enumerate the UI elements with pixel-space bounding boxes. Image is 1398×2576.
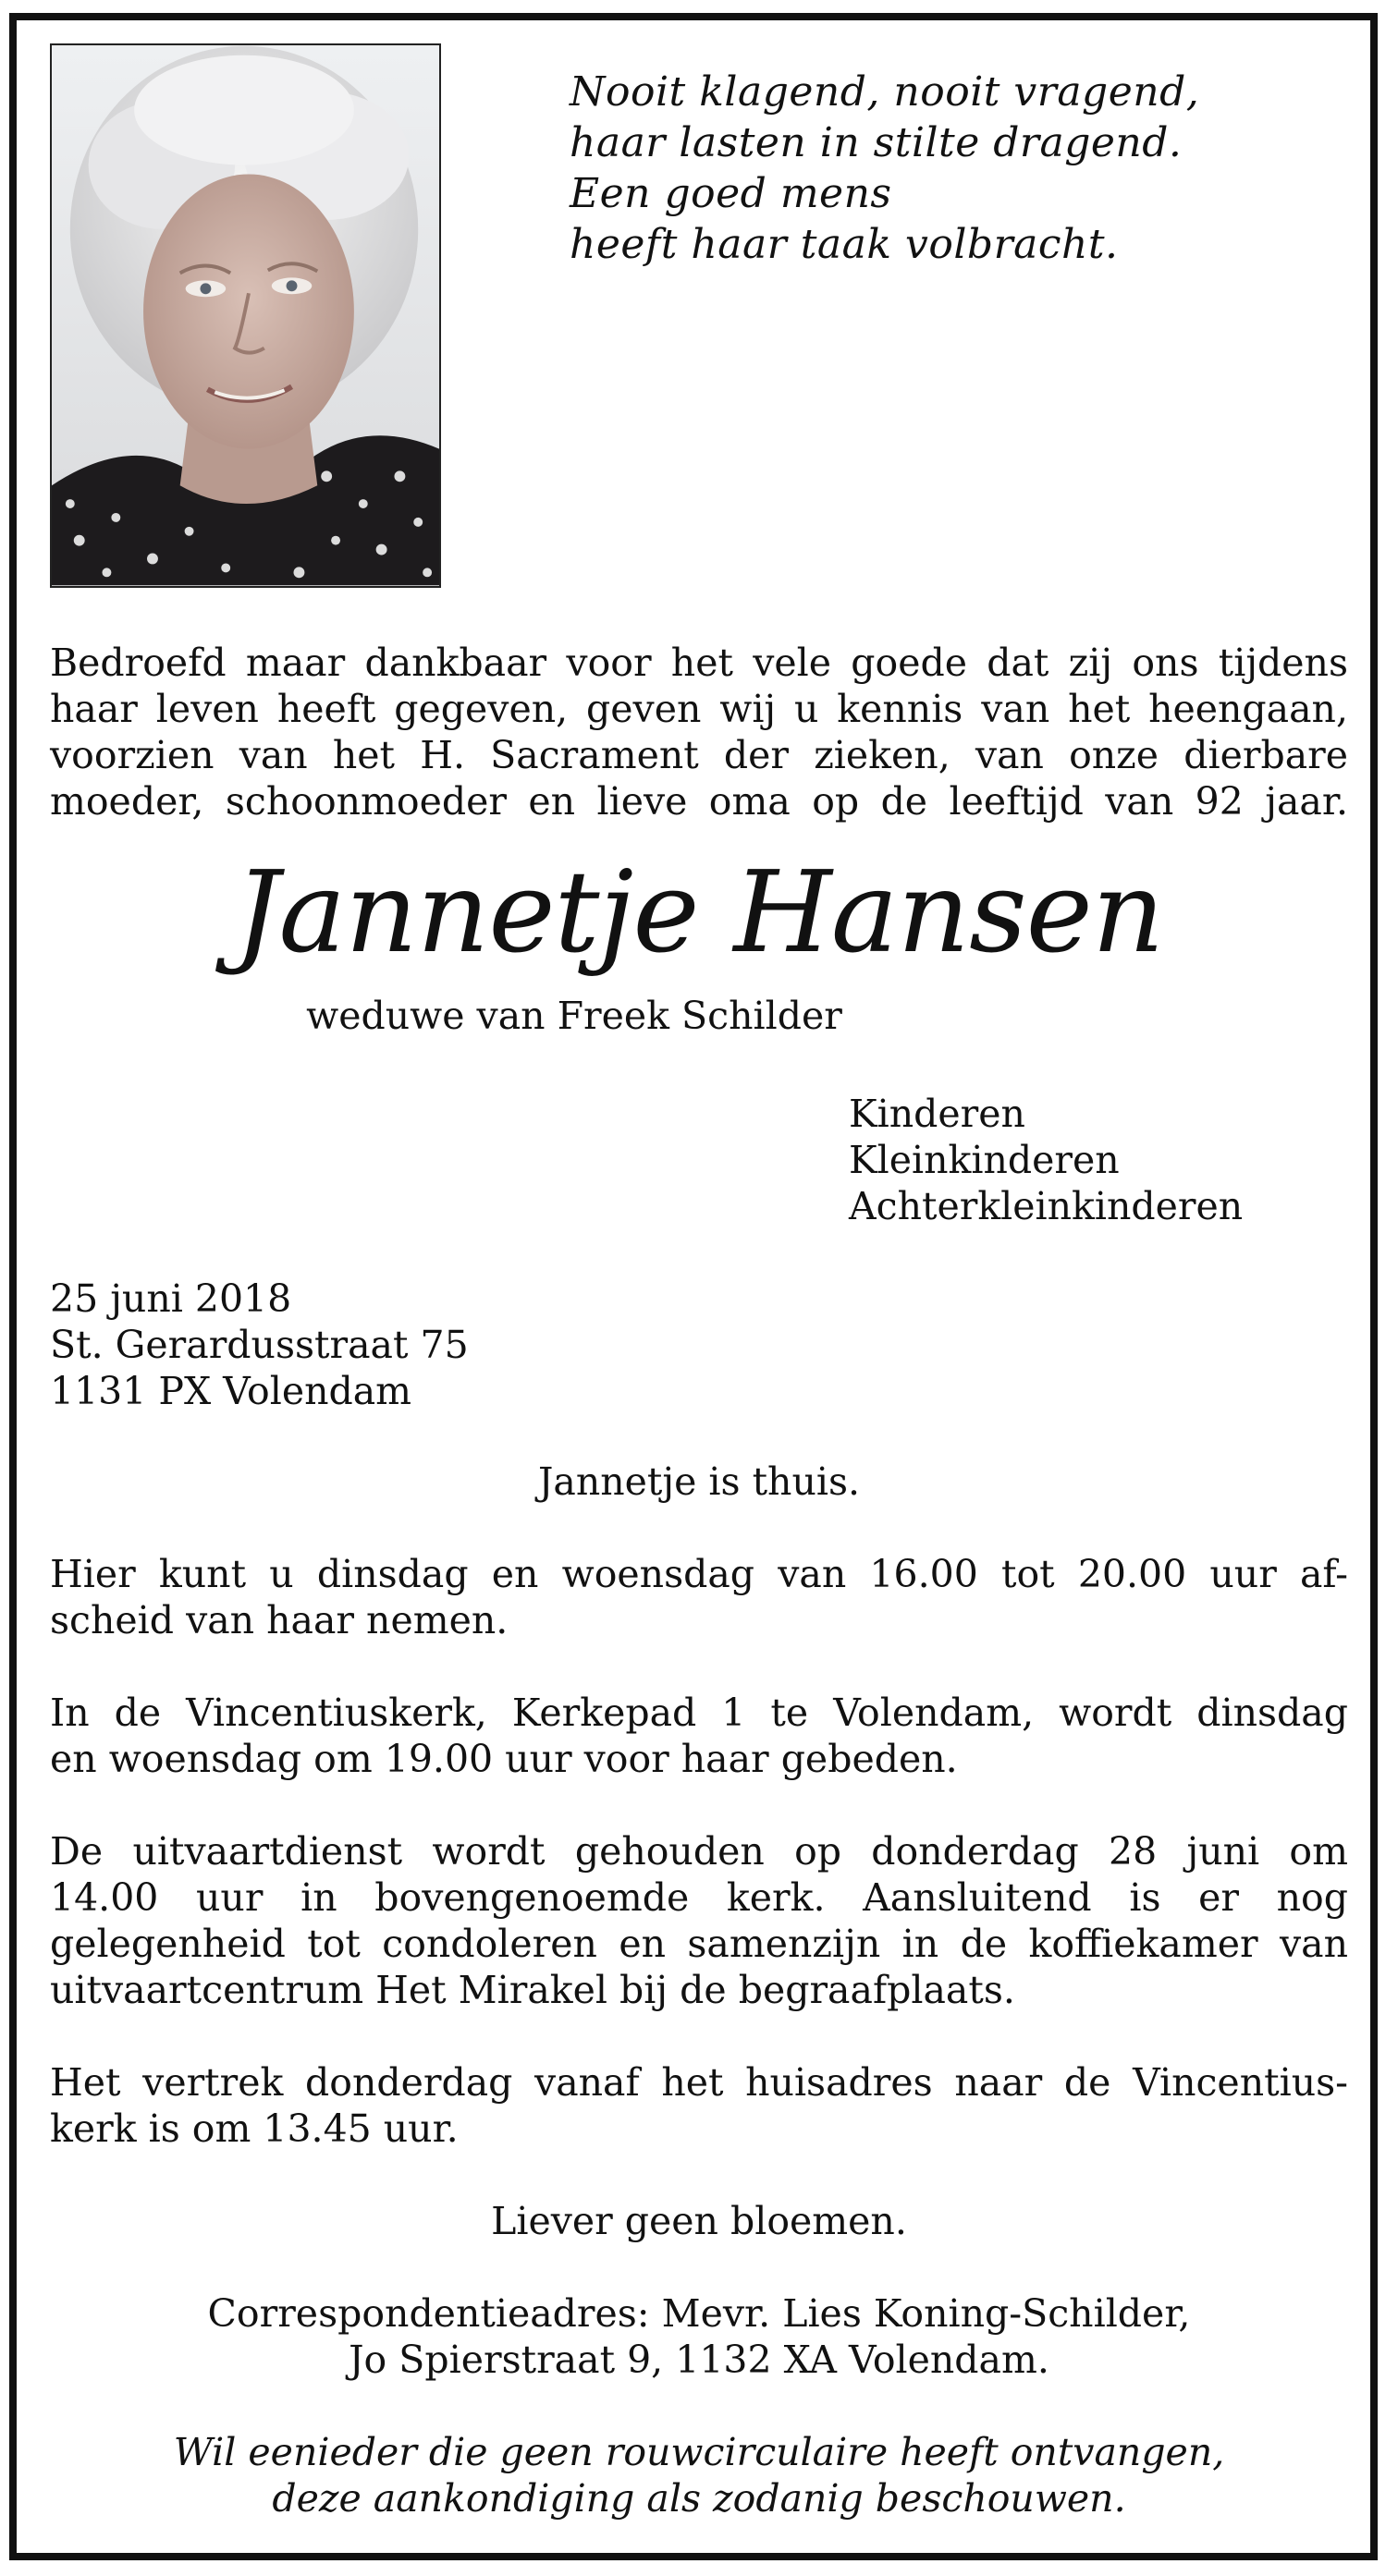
date: 25 juni 2018 [50, 1276, 292, 1321]
farewell-line: scheid van haar nemen. [50, 1598, 509, 1642]
farewell-paragraph [50, 1551, 1348, 1643]
relatives-item: Achterkleinkinderen [849, 1184, 1244, 1228]
city: 1131 PX Volendam [50, 1369, 412, 1413]
service-line: gelegenheid tot condoleren en samenzijn in de koffiekamer van [50, 1922, 1348, 1966]
prayer-paragraph [50, 1690, 1348, 1782]
service-paragraph [50, 1828, 1348, 2013]
at-home-notice: Jannetje is thuis. [537, 1459, 861, 1504]
relatives-list [849, 1091, 1243, 1229]
closing-line: Wil eenieder die geen rouwcirculaire heeft ontvangen, [173, 2430, 1225, 2474]
no-flowers-notice: Liever geen bloemen. [491, 2199, 907, 2243]
departure-paragraph [50, 2059, 1348, 2152]
service-line: De uitvaartdienst wordt gehouden op donderdag 28 juni om [50, 1829, 1348, 1874]
poem [570, 67, 1199, 270]
correspondence-line: Jo Spierstraat 9, 1132 XA Volendam. [349, 2338, 1049, 2382]
relatives-item: Kleinkinderen [849, 1138, 1120, 1182]
service-line: uitvaartcentrum Het Mirakel bij de begraafplaats. [50, 1968, 1015, 2012]
widow-of: weduwe van Freek Schilder [306, 994, 842, 1038]
street: St. Gerardusstraat 75 [50, 1323, 469, 1367]
poem-line: Een goed mens [570, 170, 892, 217]
closing-line: deze aankondiging als zodanig beschouwen. [272, 2476, 1126, 2521]
deceased-name: Jannetje Hansen [234, 847, 1164, 978]
intro-paragraph [50, 640, 1348, 824]
home-address [50, 1276, 469, 1414]
departure-line: kerk is om 13.45 uur. [50, 2106, 459, 2151]
intro-line: voorzien van het H. Sacrament der zieken, van onze dierbare [50, 733, 1348, 777]
portrait-illustration [52, 45, 439, 586]
intro-line: haar leven heeft gegeven, geven wij u kennis van het heengaan, [50, 687, 1348, 731]
poem-line: heeft haar taak volbracht. [570, 221, 1119, 268]
poem-line: haar lasten in stilte dragend. [570, 119, 1183, 166]
correspondence-line: Correspondentieadres: Mevr. Lies Koning-Schilder, [207, 2291, 1191, 2336]
poem-line: Nooit klagend, nooit vragend, [570, 68, 1200, 116]
prayer-line: In de Vincentiuskerk, Kerkepad 1 te Volendam, wordt dinsdag [50, 1691, 1348, 1735]
farewell-line: Hier kunt u dinsdag en woensdag van 16.00 tot 20.00 uur af- [50, 1552, 1348, 1596]
intro-line: moeder, schoonmoeder en lieve oma op de leeftijd van 92 jaar. [50, 779, 1348, 824]
service-line: 14.00 uur in bovengenoemde kerk. Aansluitend is er nog [50, 1875, 1348, 1920]
intro-line: Bedroefd maar dankbaar voor het vele goede dat zij ons tijdens [50, 641, 1348, 685]
departure-line: Het vertrek donderdag vanaf het huisadres naar de Vincentius- [50, 2060, 1348, 2105]
relatives-item: Kinderen [849, 1092, 1025, 1136]
portrait-photo [50, 43, 441, 588]
prayer-line: en woensdag om 19.00 uur voor haar gebeden. [50, 1737, 958, 1781]
